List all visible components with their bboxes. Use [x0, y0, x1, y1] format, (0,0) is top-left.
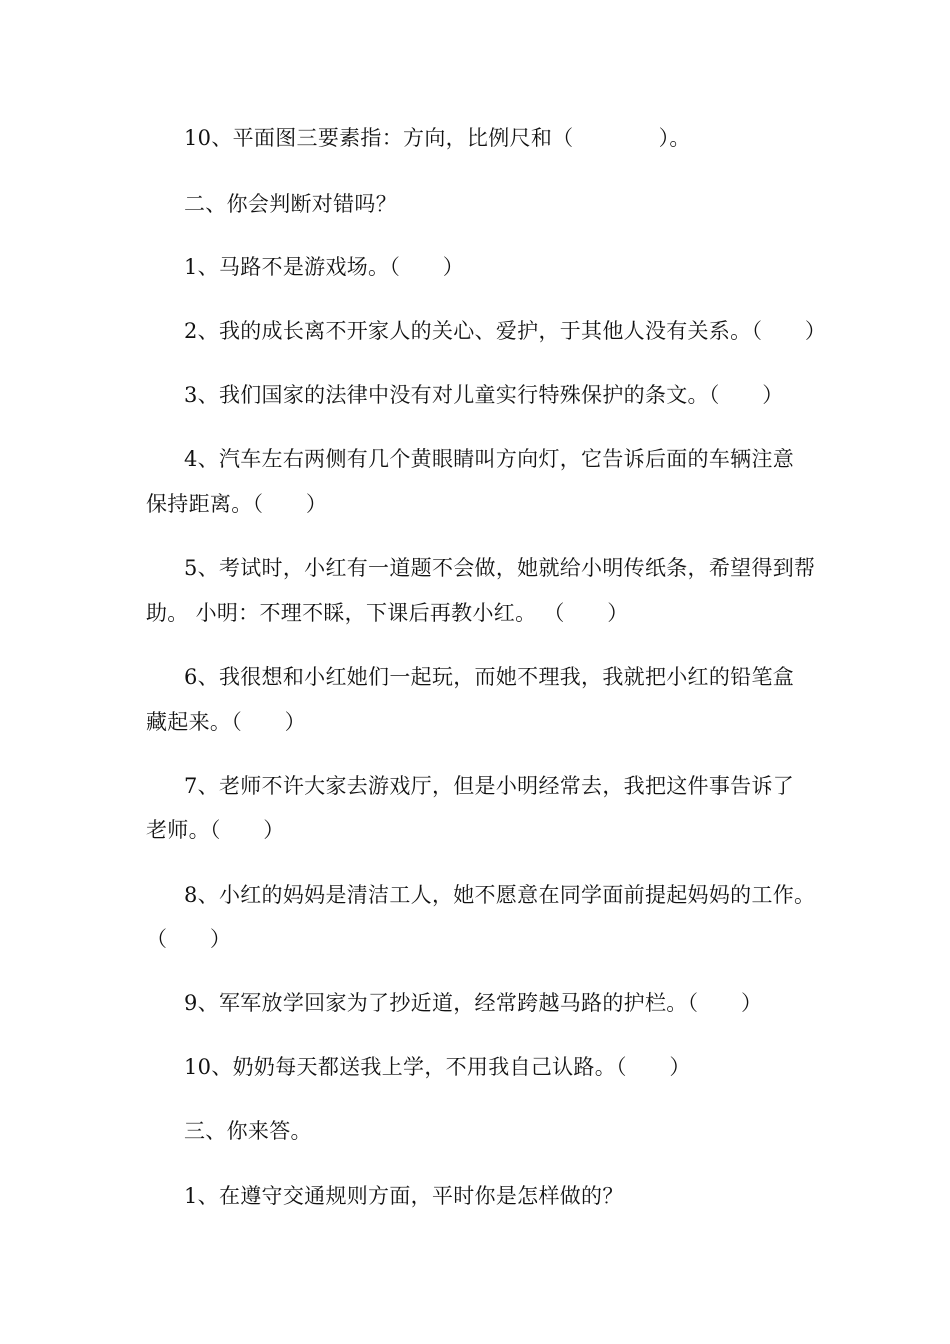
tf-question-7-line-2: 老师。（ ） — [146, 818, 285, 842]
section-2-heading: 二、你会判断对错吗？ — [184, 192, 397, 216]
section-3-heading: 三、你来答。 — [184, 1119, 312, 1143]
tf-question-1: 1、马路不是游戏场。（ ） — [184, 255, 465, 279]
tf-question-8-line-2: （ ） — [146, 927, 232, 951]
tf-question-7-line-1: 7、老师不许大家去游戏厅，但是小明经常去，我把这件事告诉了 — [184, 774, 795, 798]
tf-question-10: 10、奶奶每天都送我上学，不用我自己认路。（ ） — [184, 1055, 691, 1079]
tf-question-9: 9、军军放学回家为了抄近道，经常跨越马路的护栏。（ ） — [184, 991, 763, 1015]
tf-question-8-line-1: 8、小红的妈妈是清洁工人，她不愿意在同学面前提起妈妈的工作。 — [184, 883, 816, 907]
tf-question-4-line-1: 4、汽车左右两侧有几个黄眼睛叫方向灯，它告诉后面的车辆注意 — [184, 447, 795, 471]
tf-question-6-line-2: 藏起来。（ ） — [146, 710, 306, 734]
tf-question-6-line-1: 6、我很想和小红她们一起玩，而她不理我，我就把小红的铅笔盒 — [184, 665, 795, 689]
tf-question-4-line-2: 保持距离。（ ） — [146, 492, 328, 516]
tf-question-5-line-2: 助。 小明：不理不睬，下课后再教小红。 （ ） — [146, 601, 629, 625]
tf-question-3: 3、我们国家的法律中没有对儿童实行特殊保护的条文。（ ） — [184, 383, 784, 407]
tf-question-5-line-1: 5、考试时，小红有一道题不会做，她就给小明传纸条，希望得到帮 — [184, 556, 816, 580]
question-10-map-elements: 10、平面图三要素指：方向，比例尺和（ ）。 — [184, 126, 691, 150]
tf-question-2: 2、我的成长离不开家人的关心、爱护，于其他人没有关系。（ ） — [184, 319, 827, 343]
answer-question-1: 1、在遵守交通规则方面，平时你是怎样做的？ — [184, 1184, 624, 1208]
